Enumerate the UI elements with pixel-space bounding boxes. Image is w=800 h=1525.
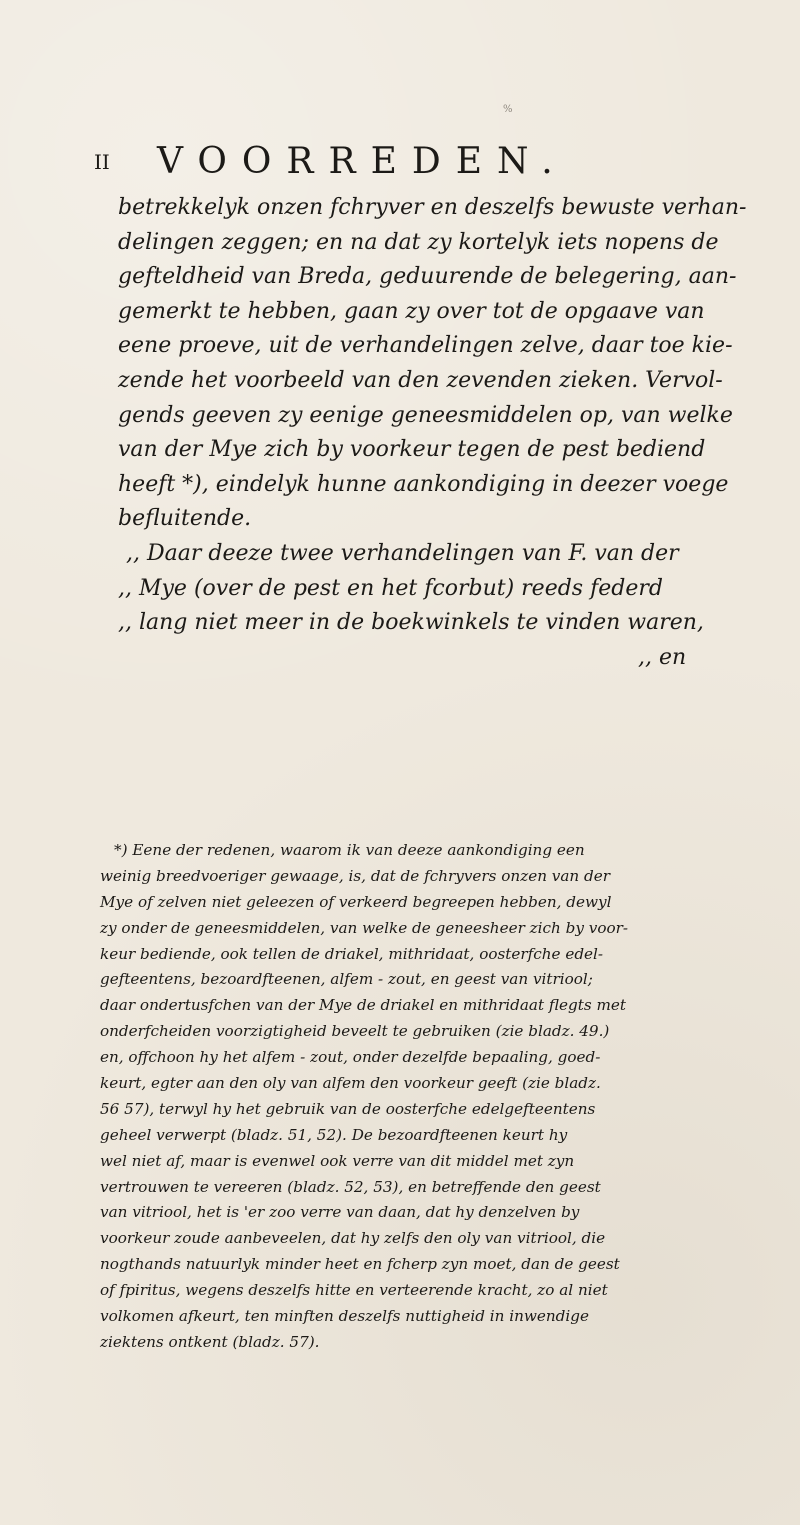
footnote-line: van vitriool, het is 'er zoo verre van daan, dat hy denzelven by — [100, 1203, 580, 1222]
footnote-block — [100, 838, 733, 1356]
footnote-line: geheel verwerpt (bladz. 51, 52). De bezoardfteenen keurt hy — [100, 1125, 568, 1144]
body-line: befluitende. — [118, 506, 252, 532]
footnote-line: gefteentens, bezoardfteenen, alfem - zout, en geest van vitriool; — [100, 970, 593, 989]
body-line: gemerkt te hebben, gaan zy over tot de opgaave van — [118, 298, 705, 324]
body-line: eene proeve, uit de verhandelingen zelve, daar toe kie- — [118, 333, 733, 359]
running-title: VOORREDEN. — [157, 141, 568, 182]
footnote-line: voorkeur zoude aanbeveelen, dat hy zelfs den oly van vitriool, die — [100, 1229, 606, 1248]
footnote-line: zy onder de geneesmiddelen, van welke de geneesheer zich by voor- — [100, 918, 629, 937]
body-line: betrekkelyk onzen fchryver en deszelfs bewuste verhan- — [118, 195, 747, 220]
footnote-line: nogthands natuurlyk minder heet en fcherp zyn moet, dan de geest — [100, 1255, 620, 1274]
body-line: gefteldheid van Breda, geduurende de belegering, aan- — [118, 264, 737, 290]
footnote-line: daar ondertusfchen van der Mye de driakel en mithridaat flegts met — [100, 996, 626, 1015]
body-line: delingen zeggen; en na dat zy kortelyk iets nopens de — [118, 229, 719, 255]
quote-line: ,, lang niet meer in de boekwinkels te vinden waren, — [118, 610, 704, 636]
footnote-line: keurt, egter aan den oly van alfem den voorkeur geeft (zie bladz. — [100, 1074, 601, 1093]
catchword: ,, en — [638, 644, 687, 670]
quote-line: ,, Daar deeze twee verhandelingen van F. van der — [126, 540, 679, 566]
body-line: heeft *), eindelyk hunne aankondiging in deezer voege — [118, 471, 729, 497]
footnote-line: onderfcheiden voorzigtigheid beveelt te gebruiken (zie bladz. 49.) — [100, 1022, 610, 1041]
footnote-line: volkomen afkeurt, ten minften deszelfs nuttigheid in inwendige — [100, 1307, 589, 1326]
footnote-line: wel niet af, maar is evenwel ook verre van dit middel met zyn — [100, 1151, 575, 1170]
footnote-line: *) Eene der redenen, waarom ik van deeze aankondiging een — [114, 841, 585, 859]
footnote-line: of fpiritus, wegens deszelfs hitte en verteerende kracht, zo al niet — [100, 1281, 608, 1300]
body-line: zende het voorbeeld van den zevenden zieken. Vervol- — [118, 367, 723, 393]
footnote-line: en, offchoon hy het alfem - zout, onder dezelfde bepaaling, goed- — [100, 1048, 601, 1067]
footnote-line: weinig breedvoeriger gewaage, is, dat de fchryvers onzen van der — [100, 866, 611, 885]
page-header — [94, 142, 734, 182]
footnote-line: keur bediende, ook tellen de driakel, mithridaat, oosterfche edel- — [100, 944, 604, 963]
footnote-line: ziektens ontkent (bladz. 57). — [100, 1332, 320, 1351]
page-number: II — [94, 150, 110, 174]
footnote-line: vertrouwen te vereeren (bladz. 52, 53), en betreffende den geest — [100, 1177, 601, 1196]
quote-line: ,, Mye (over de pest en het fcorbut) reeds federd — [118, 575, 663, 601]
body-line: gends geeven zy eenige geneesmiddelen op, van welke — [118, 402, 733, 428]
margin-mark: % — [503, 104, 513, 115]
body-line: van der Mye zich by voorkeur tegen de pest bediend — [118, 437, 706, 463]
main-text-block — [118, 191, 747, 675]
footnote-line: 56 57), terwyl hy het gebruik van de oosterfche edelgefteentens — [100, 1099, 596, 1118]
footnote-line: Mye of zelven niet geleezen of verkeerd begreepen hebben, dewyl — [100, 892, 612, 911]
